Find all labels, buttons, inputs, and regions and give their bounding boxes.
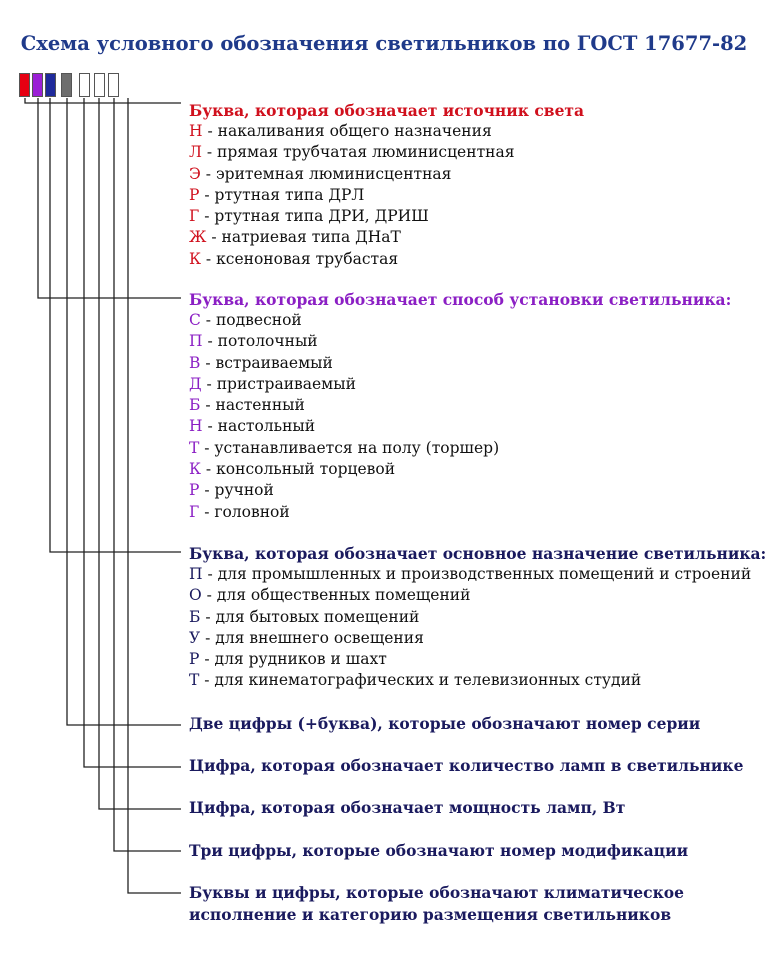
code-box-light-source bbox=[19, 73, 30, 97]
section-heading: Буква, которая обозначает основное назначение светильника: bbox=[189, 544, 767, 563]
legend-code: К bbox=[189, 460, 201, 479]
connector-purpose bbox=[50, 98, 181, 552]
legend-description: - ксеноновая трубастая bbox=[201, 249, 399, 268]
legend-code: Б bbox=[189, 396, 201, 415]
legend-item bbox=[189, 438, 731, 459]
legend-description: - натриевая типа ДНаТ bbox=[206, 228, 401, 247]
legend-code: Т bbox=[189, 671, 200, 690]
legend-code: Г bbox=[189, 207, 200, 226]
code-box-mounting bbox=[32, 73, 43, 97]
legend-description: - головной bbox=[199, 502, 290, 521]
section-mounting bbox=[189, 290, 731, 523]
legend-code: Б bbox=[189, 607, 201, 626]
code-box-lamp-power bbox=[94, 73, 105, 97]
legend-code: П bbox=[189, 332, 203, 351]
legend-item bbox=[189, 227, 584, 248]
legend-description: - потолочный bbox=[202, 332, 318, 351]
legend-item bbox=[189, 185, 584, 206]
legend-item bbox=[189, 459, 731, 480]
legend-item bbox=[189, 395, 731, 416]
legend-description: - консольный торцевой bbox=[201, 460, 396, 479]
section-light-source bbox=[189, 101, 584, 270]
legend-description: - подвесной bbox=[200, 311, 302, 329]
legend-item bbox=[189, 310, 731, 331]
legend-code: Т bbox=[189, 438, 200, 457]
legend-description: - ртутная типа ДРЛ bbox=[199, 185, 365, 204]
legend-description: - для общественных помещений bbox=[201, 586, 471, 605]
legend-item bbox=[189, 353, 731, 374]
lamp-power-label: Цифра, которая обозначает мощность ламп, Вт bbox=[189, 798, 626, 817]
diagram-title: Схема условного обозначения светильников по ГОСТ 17677-82 bbox=[20, 32, 748, 55]
legend-item bbox=[189, 142, 584, 163]
code-box-modification bbox=[108, 73, 119, 97]
climate-label-line1: Буквы и цифры, которые обозначают климатическое bbox=[189, 883, 685, 902]
legend-description: - эритемная люминисцентная bbox=[200, 164, 452, 183]
climate-label-line2: исполнение и категорию размещения светильников bbox=[189, 905, 672, 924]
legend-code: Н bbox=[189, 417, 203, 436]
connector-modification bbox=[114, 98, 181, 851]
legend-code: Л bbox=[189, 143, 202, 162]
section-heading: Буква, которая обозначает источник света bbox=[189, 101, 585, 120]
lamp-count-label: Цифра, которая обозначает количество ламп в светильнике bbox=[189, 756, 744, 775]
legend-description: - устанавливается на полу (торшер) bbox=[199, 438, 500, 457]
legend-description: - встраиваемый bbox=[200, 353, 333, 372]
section-heading: Буква, которая обозначает способ установки светильника: bbox=[189, 290, 732, 309]
legend-description: - для промышленных и производственных помещений и строений bbox=[202, 565, 752, 583]
series-number-label: Две цифры (+буква), которые обозначают номер серии bbox=[189, 714, 701, 733]
legend-item bbox=[189, 206, 584, 227]
legend-code: С bbox=[189, 311, 201, 329]
connector-mounting bbox=[38, 98, 181, 298]
legend-item bbox=[189, 585, 766, 606]
code-box-series bbox=[61, 73, 72, 97]
climate-label bbox=[189, 882, 684, 926]
legend-description: - для внешнего освещения bbox=[200, 628, 424, 647]
legend-item bbox=[189, 607, 766, 628]
legend-item bbox=[189, 480, 731, 501]
legend-description: - ручной bbox=[199, 481, 274, 500]
legend-code: Д bbox=[189, 374, 202, 393]
modification-label: Три цифры, которые обозначают номер модификации bbox=[189, 841, 689, 860]
legend-description: - прямая трубчатая люминисцентная bbox=[201, 143, 515, 162]
legend-description: - настольный bbox=[202, 417, 316, 436]
legend-item bbox=[189, 374, 731, 395]
legend-description: - для бытовых помещений bbox=[200, 607, 420, 626]
legend-code: У bbox=[189, 628, 201, 647]
section-purpose bbox=[189, 544, 766, 692]
legend-description: - пристраиваемый bbox=[201, 374, 356, 393]
connector-lamp-power bbox=[99, 98, 181, 809]
legend-description: - для рудников и шахт bbox=[199, 650, 387, 669]
legend-code: Г bbox=[189, 502, 200, 521]
legend-item bbox=[189, 121, 584, 142]
code-box-lamp-count bbox=[79, 73, 90, 97]
legend-code: В bbox=[189, 353, 201, 372]
legend-code: Н bbox=[189, 122, 203, 140]
legend-item bbox=[189, 164, 584, 185]
legend-item bbox=[189, 628, 766, 649]
legend-description: - настенный bbox=[200, 396, 305, 415]
legend-item bbox=[189, 564, 766, 585]
legend-description: - ртутная типа ДРИ, ДРИШ bbox=[199, 207, 429, 226]
legend-code: Э bbox=[189, 164, 201, 183]
legend-item bbox=[189, 416, 731, 437]
legend-code: Р bbox=[189, 185, 200, 204]
legend-code: П bbox=[189, 565, 203, 583]
legend-code: Ж bbox=[189, 228, 207, 247]
legend-code: Р bbox=[189, 650, 200, 669]
legend-item bbox=[189, 249, 584, 270]
legend-item bbox=[189, 331, 731, 352]
legend-code: К bbox=[189, 249, 201, 268]
legend-item bbox=[189, 502, 731, 523]
legend-description: - накаливания общего назначения bbox=[202, 122, 492, 140]
legend-item bbox=[189, 649, 766, 670]
legend-item bbox=[189, 670, 766, 691]
legend-code: О bbox=[189, 586, 202, 605]
legend-code: Р bbox=[189, 481, 200, 500]
connector-light-source bbox=[25, 98, 181, 103]
connector-climate bbox=[128, 98, 181, 893]
legend-description: - для кинематографических и телевизионных студий bbox=[199, 671, 642, 690]
code-box-purpose bbox=[45, 73, 56, 97]
